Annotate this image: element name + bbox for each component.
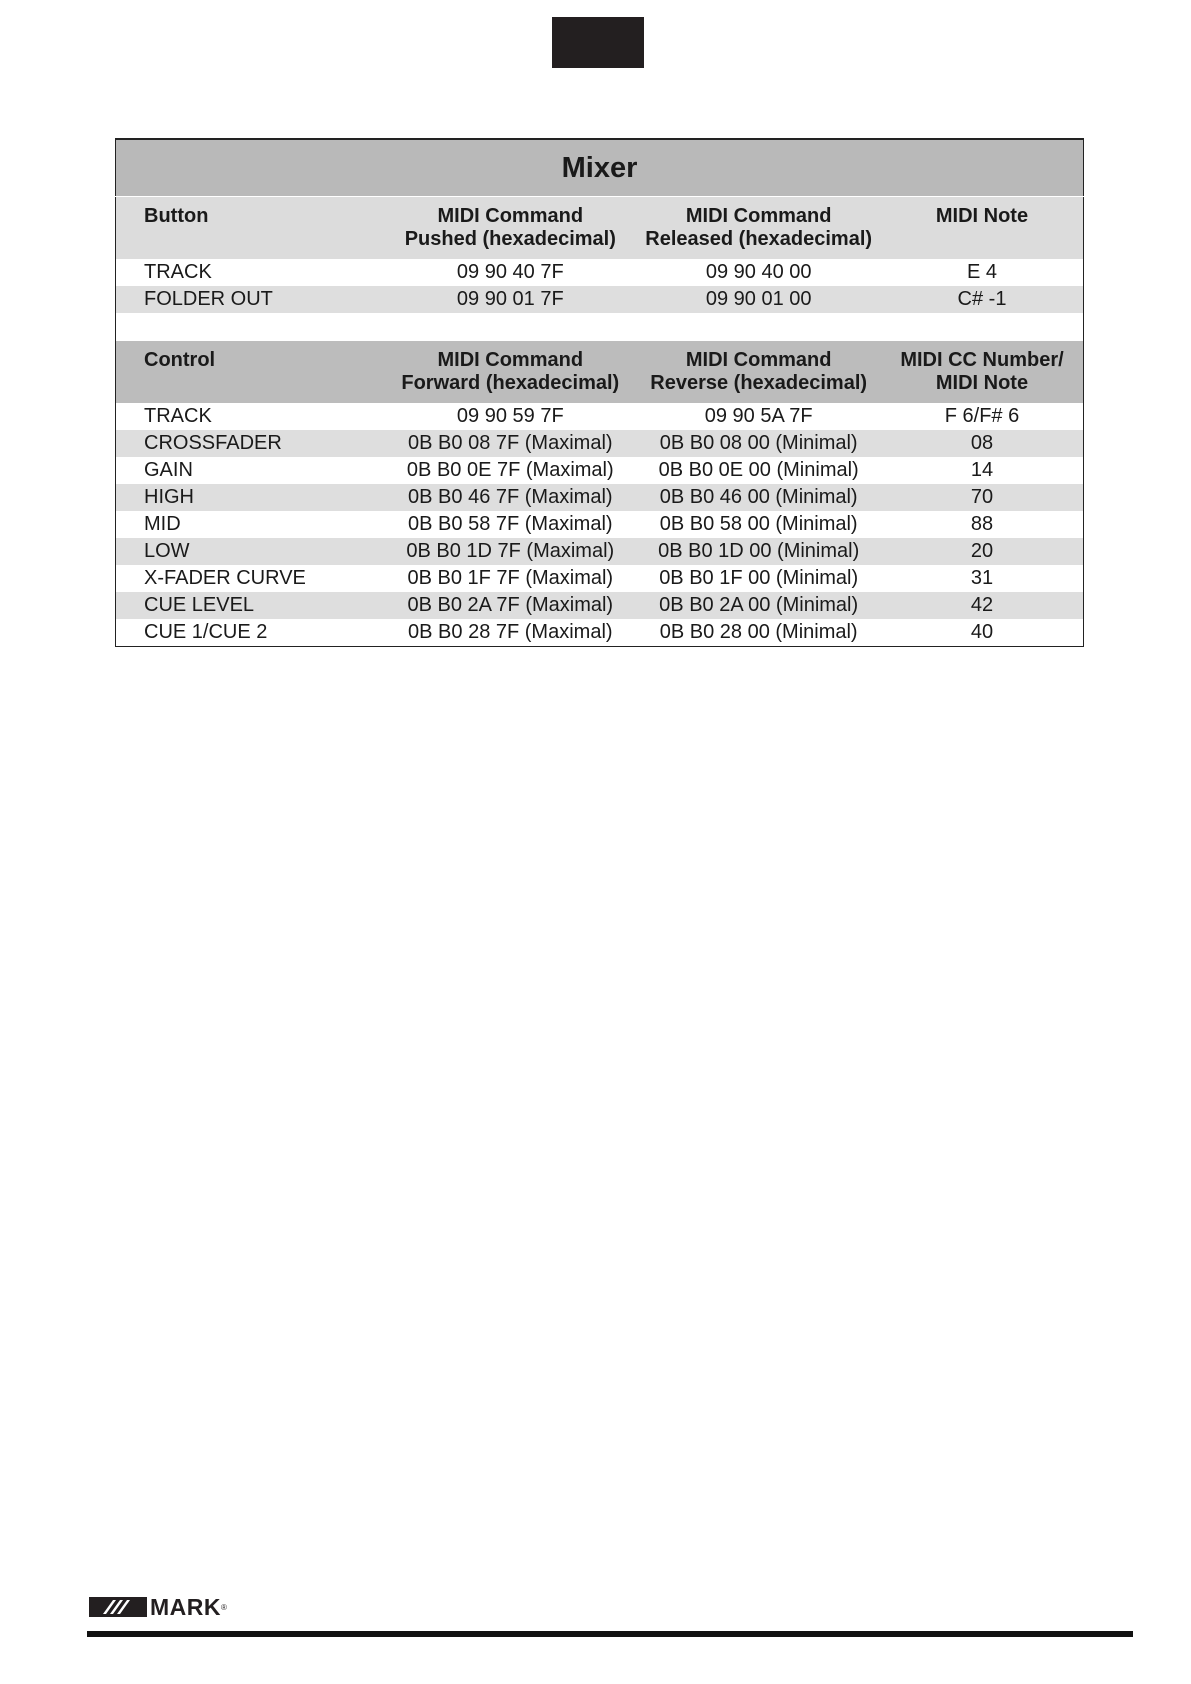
brand-logo <box>89 1594 227 1620</box>
table-row: CUE LEVEL 0B B0 2A 7F (Maximal) 0B B0 2A 00 (Minimal) 42 <box>116 592 1084 619</box>
table-row: CROSSFADER 0B B0 08 7F (Maximal) 0B B0 08 00 (Minimal) 08 <box>116 430 1084 457</box>
header-control: Control <box>116 341 385 403</box>
control-header-row <box>116 341 1084 403</box>
table-row: TRACK 09 90 59 7F 09 90 5A 7F F 6/F# 6 <box>116 403 1084 430</box>
header-midi-cc-note: MIDI CC Number/ MIDI Note <box>881 341 1084 403</box>
header-button: Button <box>116 197 385 260</box>
table-row: MID 0B B0 58 7F (Maximal) 0B B0 58 00 (Minimal) 88 <box>116 511 1084 538</box>
header-midi-released: MIDI Command Released (hexadecimal) <box>636 197 881 260</box>
table-row: TRACK 09 90 40 7F 09 90 40 00 E 4 <box>116 259 1084 286</box>
table-title-row <box>116 139 1084 197</box>
table-title: Mixer <box>116 139 1084 197</box>
table-row: CUE 1/CUE 2 0B B0 28 7F (Maximal) 0B B0 28 00 (Minimal) 40 <box>116 619 1084 647</box>
table-row: X-FADER CURVE 0B B0 1F 7F (Maximal) 0B B0 1F 00 (Minimal) 31 <box>116 565 1084 592</box>
header-midi-reverse: MIDI Command Reverse (hexadecimal) <box>636 341 881 403</box>
brand-name: MARK <box>150 1594 221 1620</box>
table-spacer <box>116 313 1084 341</box>
button-header-row <box>116 197 1084 260</box>
table-row: FOLDER OUT 09 90 01 7F 09 90 01 00 C# -1 <box>116 286 1084 313</box>
table-row: GAIN 0B B0 0E 7F (Maximal) 0B B0 0E 00 (Minimal) 14 <box>116 457 1084 484</box>
mixer-midi-table <box>115 138 1084 647</box>
registered-mark: ® <box>221 1602 227 1612</box>
header-midi-forward: MIDI Command Forward (hexadecimal) <box>384 341 636 403</box>
table-row: LOW 0B B0 1D 7F (Maximal) 0B B0 1D 00 (Minimal) 20 <box>116 538 1084 565</box>
brand-logo-icon <box>89 1597 147 1617</box>
table-row: HIGH 0B B0 46 7F (Maximal) 0B B0 46 00 (Minimal) 70 <box>116 484 1084 511</box>
header-midi-pushed: MIDI Command Pushed (hexadecimal) <box>384 197 636 260</box>
header-midi-note: MIDI Note <box>881 197 1084 260</box>
footer-divider <box>87 1631 1133 1637</box>
page-tab-marker <box>552 17 644 68</box>
